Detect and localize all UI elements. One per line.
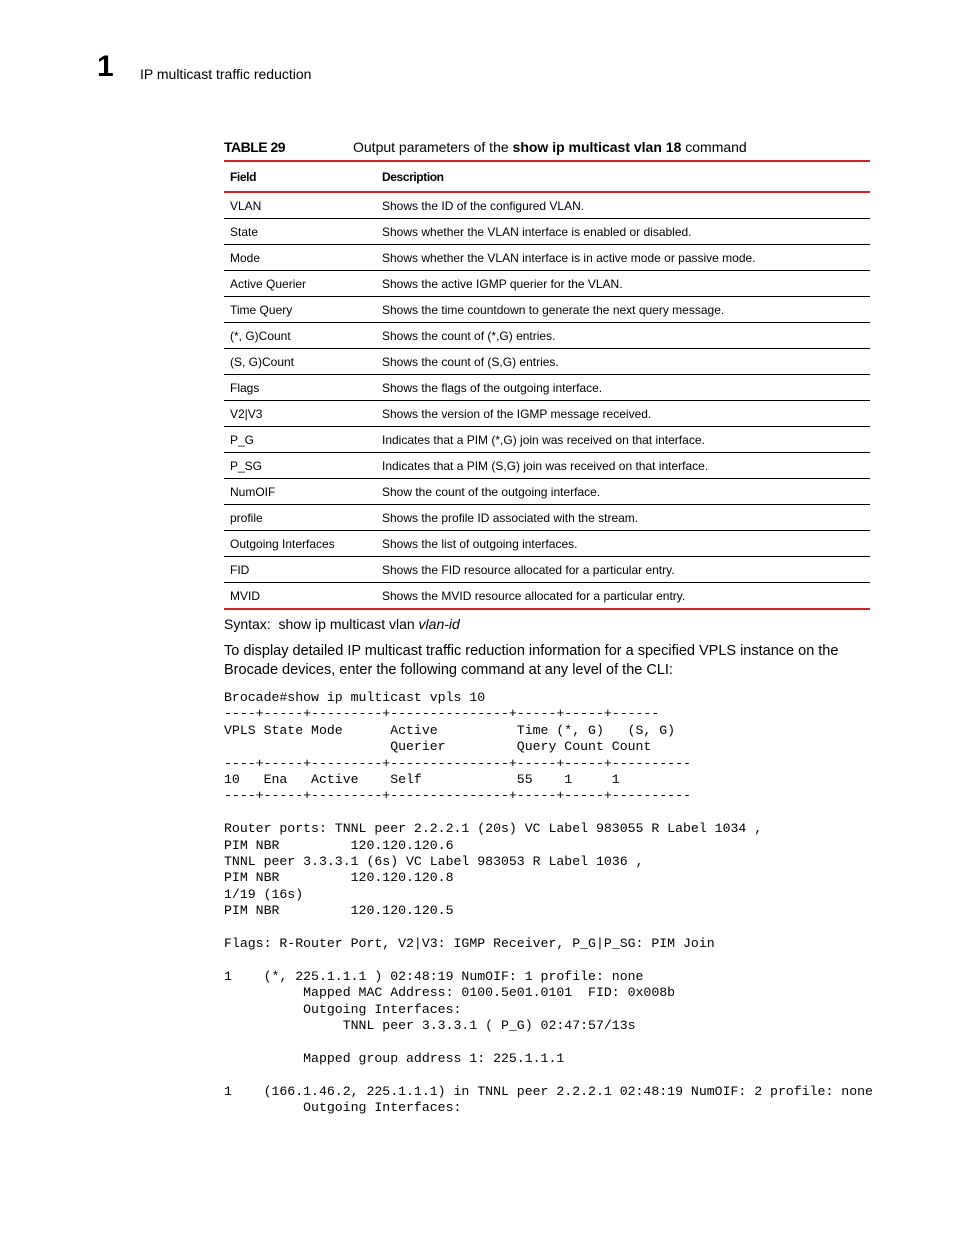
output-parameters-table	[224, 160, 870, 610]
field-cell: Time Query	[224, 297, 376, 323]
table-row	[224, 453, 870, 479]
intro-paragraph: To display detailed IP multicast traffic reduction information for a specified VPLS instance on the Brocade devices, enter the following command at any level of the CLI:	[224, 643, 839, 678]
field-cell: profile	[224, 505, 376, 531]
description-cell: Indicates that a PIM (*,G) join was received on that interface.	[376, 427, 870, 453]
field-cell: Active Querier	[224, 271, 376, 297]
field-cell: Flags	[224, 375, 376, 401]
table-row	[224, 531, 870, 557]
field-cell: (S, G)Count	[224, 349, 376, 375]
chapter-number: 1	[97, 50, 114, 83]
table-row	[224, 271, 870, 297]
caption-command: show ip multicast vlan 18	[512, 139, 682, 155]
field-cell: Mode	[224, 245, 376, 271]
description-cell: Shows the MVID resource allocated for a particular entry.	[376, 583, 870, 610]
table-row	[224, 192, 870, 219]
syntax-line	[224, 616, 460, 632]
description-cell: Shows whether the VLAN interface is enabled or disabled.	[376, 219, 870, 245]
table-row	[224, 297, 870, 323]
table-row	[224, 245, 870, 271]
field-cell: MVID	[224, 583, 376, 610]
description-cell: Show the count of the outgoing interface.	[376, 479, 870, 505]
table-row	[224, 583, 870, 610]
column-header-field: Field	[224, 161, 376, 192]
table-row	[224, 557, 870, 583]
field-cell: (*, G)Count	[224, 323, 376, 349]
field-cell: State	[224, 219, 376, 245]
description-cell: Shows the count of (*,G) entries.	[376, 323, 870, 349]
table-row	[224, 505, 870, 531]
caption-prefix: Output parameters of the	[353, 139, 513, 155]
field-cell: P_G	[224, 427, 376, 453]
description-cell: Shows the active IGMP querier for the VLAN.	[376, 271, 870, 297]
table-row	[224, 349, 870, 375]
description-cell: Shows the time countdown to generate the next query message.	[376, 297, 870, 323]
chapter-title: IP multicast traffic reduction	[140, 66, 312, 82]
table-row	[224, 375, 870, 401]
cli-output: Brocade#show ip multicast vpls 10 ----+-----+---------+---------------+-----+-----+------ VPLS State Mode Active Time (*, G) (S, G) Querier Query Count Count ----+-----+---------+---------------+-----+-----+---------- 10 Ena Active Self 55 1 1 ----+-----+---------+---------------+-----+-----+---------- Router ports: TNNL peer 2.2.2.1 (20s) VC Label 983055 R Label 1034 , PIM NBR 120.120.120.6 TNNL peer 3.3.3.1 (6s) VC Label 983053 R Label 1036 , PIM NBR 120.120.120.8 1/19 (16s) PIM NBR 120.120.120.5 Flags: R-Router Port, V2|V3: IGMP Receiver, P_G|P_SG: PIM Join 1 (*, 225.1.1.1 ) 02:48:19 NumOIF: 1 profile: none Mapped MAC Address: 0100.5e01.0101 FID: 0x008b Outgoing Interfaces: TNNL peer 3.3.3.1 ( P_G) 02:47:57/13s Mapped group address 1: 225.1.1.1 1 (166.1.46.2, 225.1.1.1) in TNNL peer 2.2.2.1 02:48:19 NumOIF: 2 profile: none Outgoing Interfaces:	[224, 690, 873, 1116]
description-cell: Shows the flags of the outgoing interface.	[376, 375, 870, 401]
field-cell: FID	[224, 557, 376, 583]
column-header-description: Description	[376, 161, 870, 192]
table-header-row	[224, 161, 870, 192]
field-cell: V2|V3	[224, 401, 376, 427]
table-row	[224, 323, 870, 349]
field-cell: P_SG	[224, 453, 376, 479]
caption-suffix: command	[681, 139, 747, 155]
table-caption	[224, 139, 870, 155]
description-cell: Shows the ID of the configured VLAN.	[376, 192, 870, 219]
table-row	[224, 219, 870, 245]
description-cell: Shows the list of outgoing interfaces.	[376, 531, 870, 557]
table-row	[224, 479, 870, 505]
table-row	[224, 427, 870, 453]
description-cell: Shows the version of the IGMP message received.	[376, 401, 870, 427]
description-cell: Shows the profile ID associated with the stream.	[376, 505, 870, 531]
field-cell: Outgoing Interfaces	[224, 531, 376, 557]
table-description	[353, 139, 747, 155]
table-row	[224, 401, 870, 427]
table-body	[224, 192, 870, 609]
field-cell: NumOIF	[224, 479, 376, 505]
description-cell: Shows whether the VLAN interface is in active mode or passive mode.	[376, 245, 870, 271]
description-cell: Indicates that a PIM (S,G) join was received on that interface.	[376, 453, 870, 479]
syntax-command: show ip multicast vlan	[278, 616, 415, 632]
field-cell: VLAN	[224, 192, 376, 219]
table-label: TABLE 29	[224, 139, 286, 155]
description-cell: Shows the count of (S,G) entries.	[376, 349, 870, 375]
syntax-argument: vlan-id	[418, 616, 460, 632]
syntax-label: Syntax:	[224, 616, 271, 632]
description-cell: Shows the FID resource allocated for a particular entry.	[376, 557, 870, 583]
